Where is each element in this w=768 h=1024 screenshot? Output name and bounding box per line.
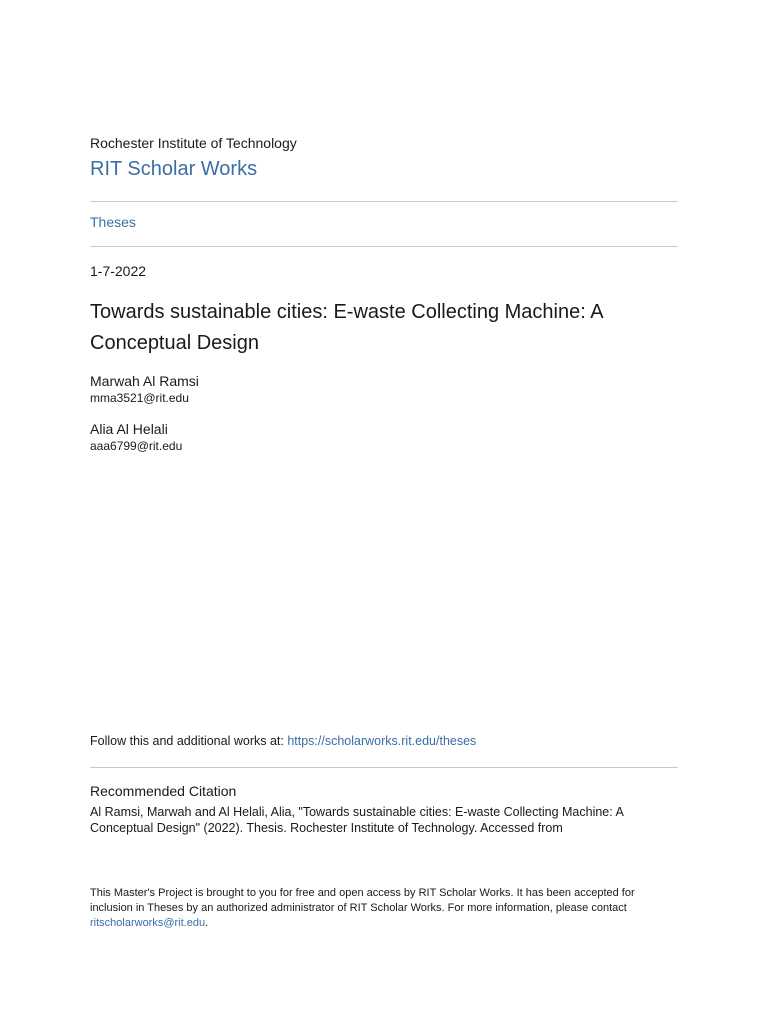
repository-link[interactable]: RIT Scholar Works: [90, 158, 258, 180]
author-email: mma3521@rit.edu: [90, 391, 189, 405]
citation-text: Al Ramsi, Marwah and Al Helali, Alia, "Towards sustainable cities: E-waste Collecting Machine: A Conceptual Design" (2022). Thesis. Rochester Institute of Technology. Accessed from: [90, 805, 624, 835]
contact-email-link[interactable]: ritscholarworks@rit.edu: [90, 917, 206, 929]
follow-prefix: Follow this and additional works at:: [90, 734, 288, 748]
collection-link[interactable]: Theses: [90, 214, 136, 230]
theses-url-link[interactable]: https://scholarworks.rit.edu/theses: [287, 734, 477, 748]
divider: [90, 767, 678, 768]
notice-suffix: .: [205, 917, 209, 929]
divider: [90, 246, 678, 247]
author-email: aaa6799@rit.edu: [90, 439, 183, 453]
publication-date: 1-7-2022: [90, 263, 147, 279]
author-block: [90, 373, 199, 405]
document-title: Towards sustainable cities: E-waste Collecting Machine: A Conceptual Design: [90, 301, 603, 354]
follow-line: [90, 734, 476, 748]
author-name: Marwah Al Ramsi: [90, 373, 199, 389]
divider: [90, 201, 678, 202]
author-name: Alia Al Helali: [90, 421, 168, 437]
citation-heading: Recommended Citation: [90, 783, 237, 799]
author-block: [90, 421, 182, 453]
notice-text: This Master's Project is brought to you for free and open access by RIT Scholar Works. It has been accepted for inclusion in Theses by an authorized administrator of RIT Scholar Works. For more information, please contact: [90, 887, 635, 914]
institution-name: Rochester Institute of Technology: [90, 135, 297, 151]
access-notice: [90, 886, 680, 931]
